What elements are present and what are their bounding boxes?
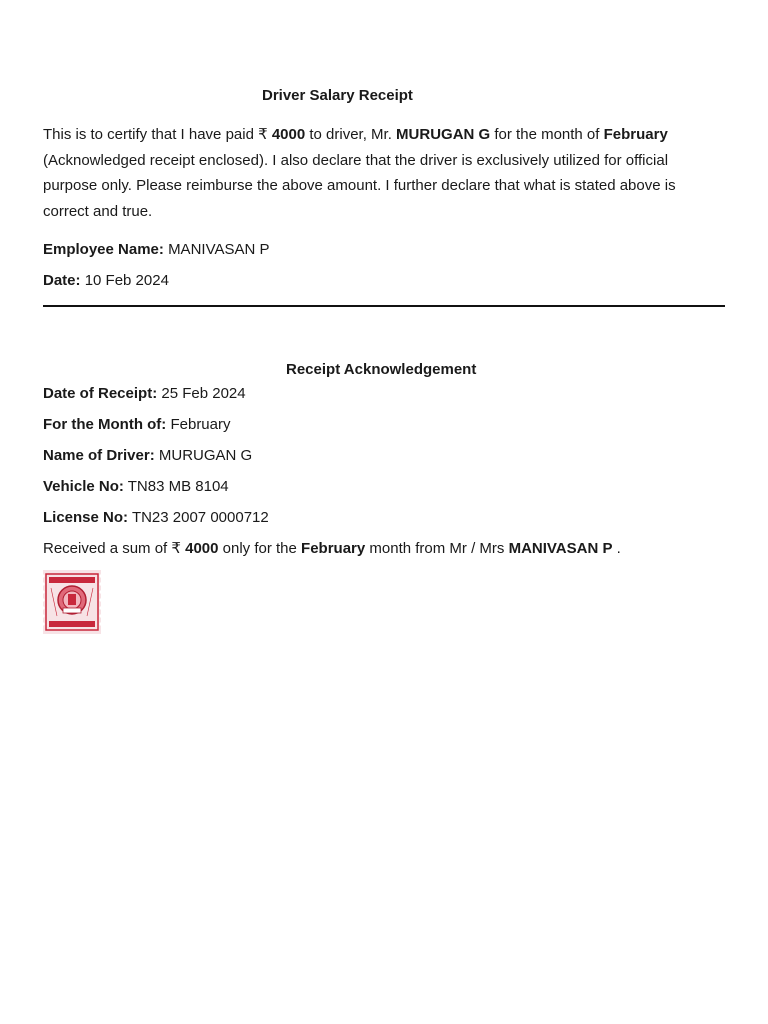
month-label: For the Month of: (43, 416, 167, 433)
paid-amount: 4000 (271, 126, 306, 143)
received-text-4: . (612, 540, 621, 557)
received-statement (43, 539, 621, 557)
certify-text-3: for the month of (490, 126, 604, 143)
certify-text-4: (Acknowledged receipt enclosed). I also declare that the driver is exclusively utilized for official purpose only. Please reimburse the above amount. I further declare that what is stated above is correct and true. (43, 151, 676, 220)
employee-name-label: Employee Name: (43, 241, 164, 258)
certify-text-1: This is to certify that I have paid ₹ (43, 126, 272, 143)
received-text-2: only for the (218, 540, 302, 557)
license-no-label: License No: (43, 509, 129, 526)
acknowledgement-title: Receipt Acknowledgement (286, 361, 477, 378)
section-divider (43, 305, 725, 307)
vehicle-no-value: TN83 MB 8104 (127, 478, 229, 495)
date-label: Date: (43, 272, 81, 289)
received-text-3: month from Mr / Mrs (365, 540, 509, 557)
date-value: 10 Feb 2024 (84, 272, 169, 289)
date-of-receipt-row (43, 385, 246, 402)
driver-name-value: MURUGAN G (158, 447, 253, 464)
driver-name-label: Name of Driver: (43, 447, 155, 464)
certify-text-2: to driver, Mr. (305, 126, 397, 143)
month-value: February (170, 416, 231, 433)
driver-name: MURUGAN G (396, 126, 491, 143)
salary-month: February (603, 126, 668, 143)
vehicle-no-label: Vehicle No: (43, 478, 124, 495)
received-amount: 4000 (185, 540, 219, 557)
date-row (43, 272, 169, 289)
date-of-receipt-label: Date of Receipt: (43, 385, 158, 402)
received-from: MANIVASAN P (508, 540, 613, 557)
employee-name-value: MANIVASAN P (168, 241, 270, 258)
license-no-row (43, 509, 269, 526)
vehicle-no-row (43, 478, 229, 495)
certification-paragraph (43, 122, 688, 224)
receipt-title: Driver Salary Receipt (262, 87, 413, 104)
driver-name-row (43, 447, 252, 464)
received-text-1: Received a sum of ₹ (43, 540, 186, 557)
date-of-receipt-value: 25 Feb 2024 (161, 385, 246, 402)
revenue-stamp-icon (43, 570, 101, 634)
license-no-value: TN23 2007 0000712 (131, 509, 269, 526)
month-row (43, 416, 231, 433)
received-month: February (301, 540, 366, 557)
employee-name-row (43, 241, 269, 258)
